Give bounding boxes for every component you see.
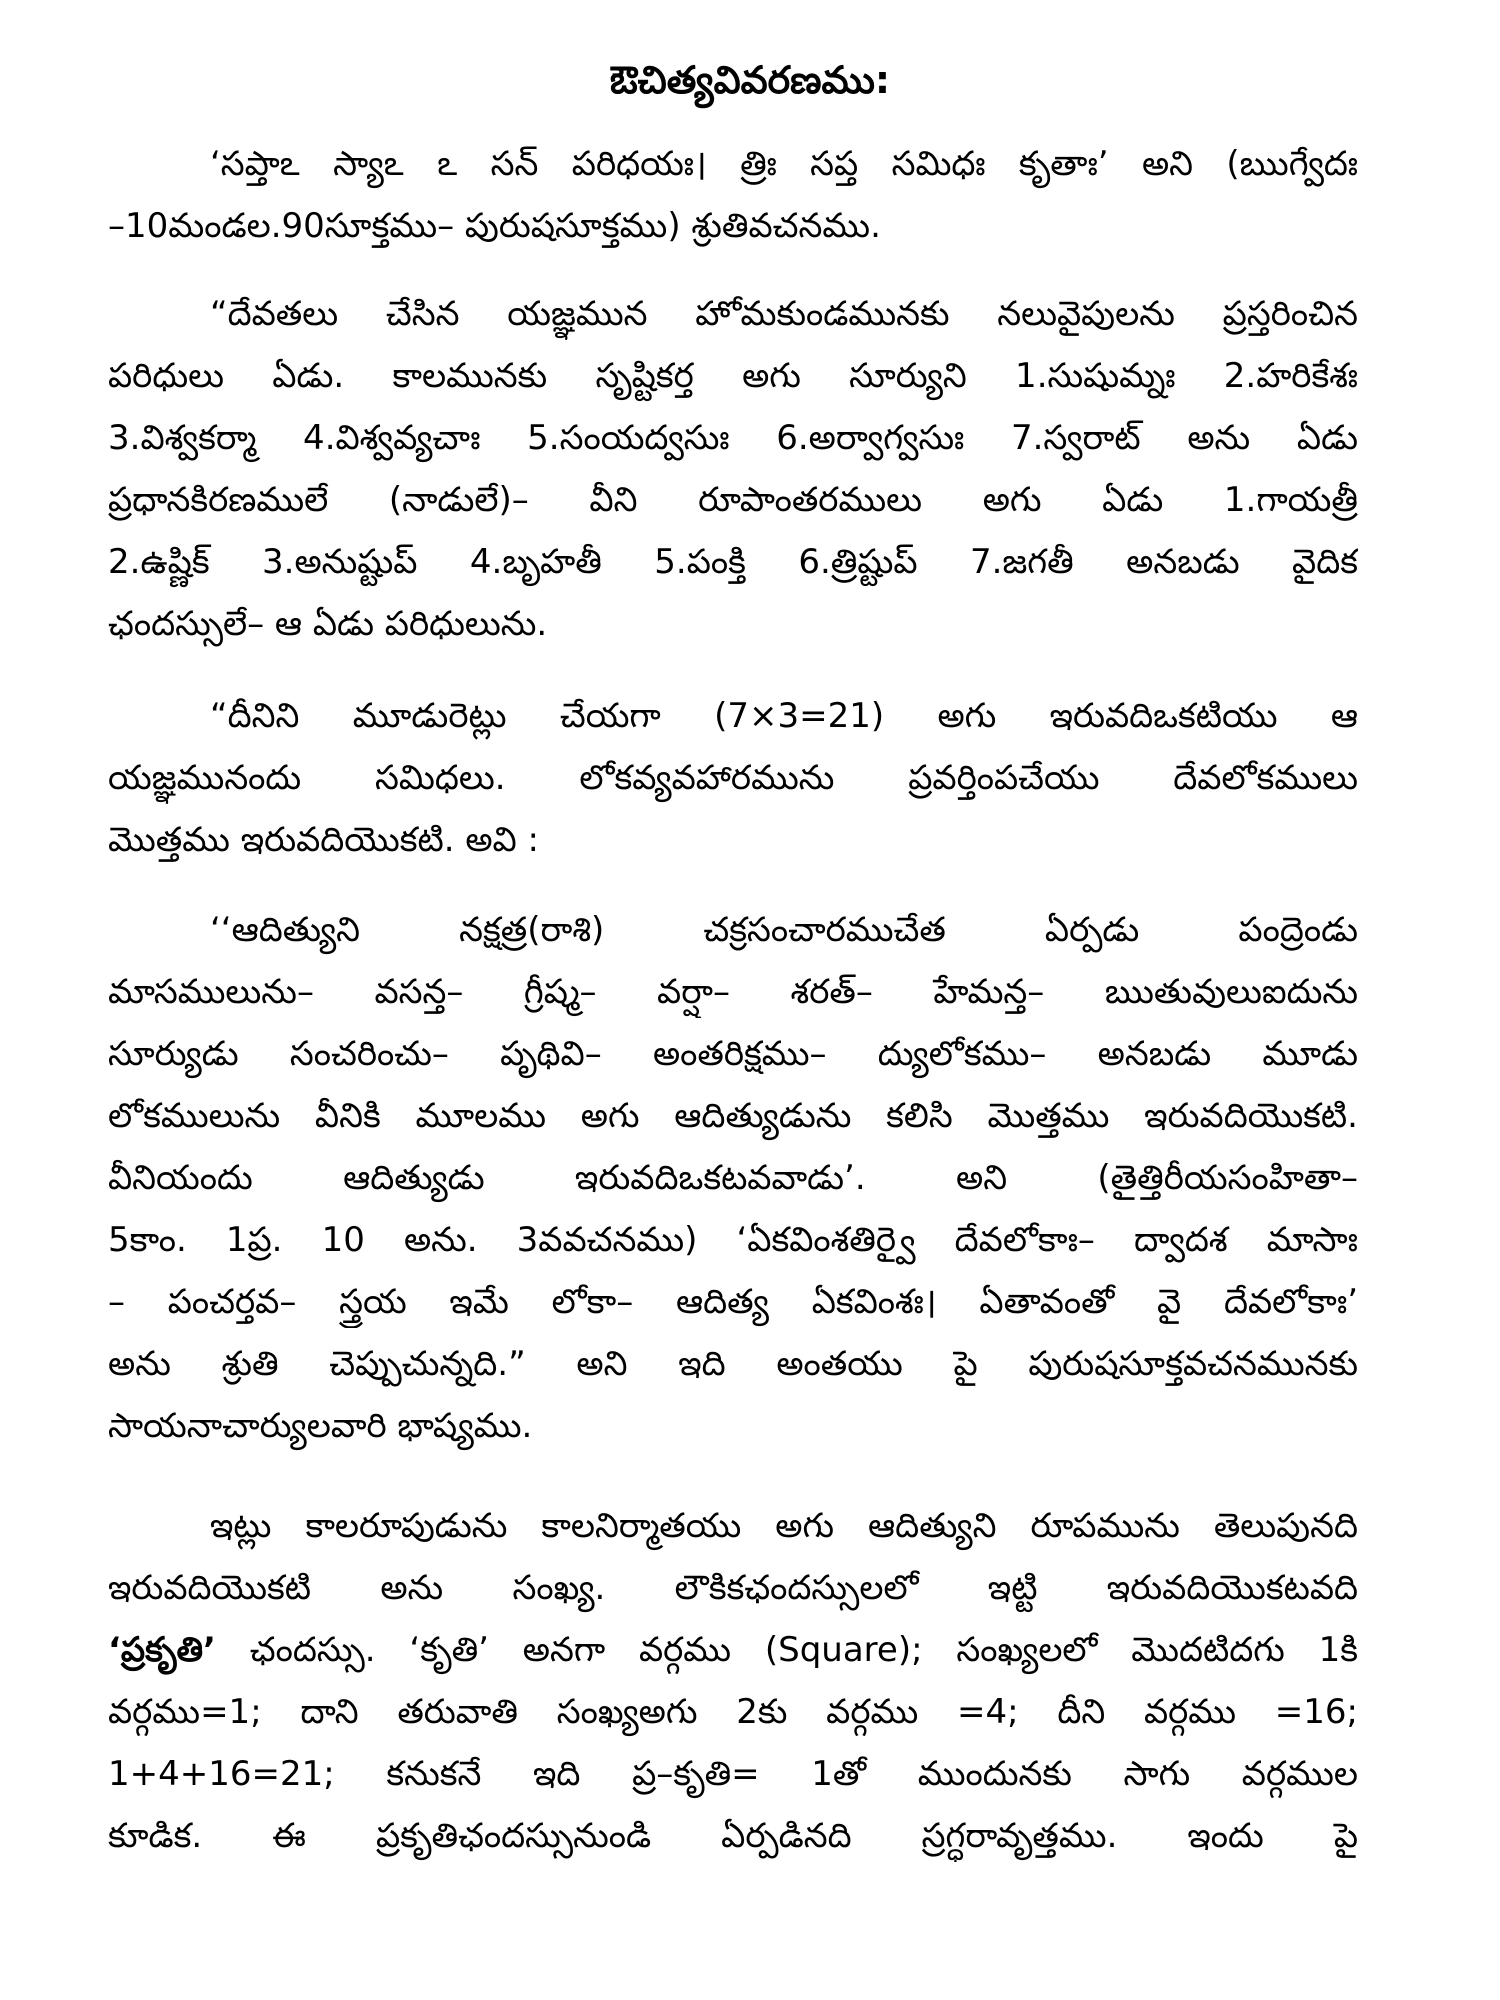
text-line: సూర్యుడు సంచరించు– పృథివి– అంతరిక్షము– ద్యులోకము– అనబడు మూడు — [108, 1034, 1358, 1074]
text-line: పరిధులు ఏడు. కాలమునకు సృష్టికర్త అగు సూర్యుని 1.సుషుమ్నః 2.హరికేశః — [108, 356, 1358, 396]
text-line: – పంచర్తవ– స్త్రయ ఇమే లోకా– ఆదిత్య ఏకవింశః। ఏతావంతో వై దేవలోకాః’ — [108, 1282, 1358, 1322]
text-line: ‘‘ఆదిత్యుని నక్షత్ర(రాశి) చక్రసంచారముచేత ఏర్పడు పంద్రెండు — [210, 910, 1358, 950]
text-line: కూడిక. ఈ ప్రకృతిఛందస్సునుండి ఏర్పడినది స్రగ్ధరావృత్తము. ఇందు పై — [108, 1816, 1358, 1856]
text-line: 5కాం. 1ప్ర. 10 అను. 3వవచనము) ‘ఏకవింశతిర్వై దేవలోకాః– ద్వాదశ మాసాః — [108, 1220, 1358, 1260]
text-line: 2.ఉష్ణిక్ 3.అనుష్టుప్ 4.బృహతీ 5.పంక్తి 6.త్రిష్టుప్ 7.జగతీ అనబడు వైదిక — [108, 542, 1358, 582]
text-line: 3.విశ్వకర్మా 4.విశ్వవ్యచాః 5.సంయద్వసుః 6.అర్వాగ్వసుః 7.స్వరాట్ అను ఏడు — [108, 418, 1358, 458]
document-title: ఔచిత్యవివరణము: — [609, 58, 891, 102]
text-line: అను శ్రుతి చెప్పుచున్నది.” అని ఇది అంతయు పై పురుషసూక్తవచనమునకు — [108, 1344, 1358, 1384]
text-line: “దేవతలు చేసిన యజ్ఞమున హోమకుండమునకు నలువైపులను ప్రస్తరించిన — [210, 294, 1358, 334]
text-line: ఇట్లు కాలరూపుడును కాలనిర్మాతయు అగు ఆదిత్యుని రూపమును తెలుపునది — [210, 1506, 1358, 1546]
text-line: “దీనిని మూడురెట్లు చేయగా (7×3=21) అగు ఇరువదిఒకటియు ఆ — [210, 696, 1358, 736]
text-line-rest: ఛందస్సు. ‘కృతి’ అనగా వర్గము (Square); సంఖ్యలలో మొదటిదగు 1కి — [215, 1630, 1358, 1670]
text-line: ప్రధానకిరణములే (నాడులే)– వీని రూపాంతరములు అగు ఏడు 1.గాయత్రీ — [108, 480, 1358, 520]
text-line: ఛందస్సులే– ఆ ఏడు పరిధులును. — [108, 604, 548, 644]
text-line: మాసములును– వసన్త– గ్రీష్మ– వర్షా– శరత్– హేమన్త– ఋతువులుఐదును — [108, 972, 1358, 1012]
text-line: వీనియందు ఆదిత్యుడు ఇరువదిఒకటవవాడు’. అని (తైత్తిరీయసంహితా– — [108, 1158, 1358, 1198]
bold-term: ‘ప్రకృతి’ — [108, 1630, 216, 1670]
text-line: ‘సప్తాఽ స్యాఽ ఽ సన్ పరిధయః। త్రిః సప్త సమిధః కృతాః’ అని (ఋగ్వేదః — [210, 144, 1358, 184]
text-line: 1+4+16=21; కనుకనే ఇది ప్ర–కృతి= 1తో ముందునకు సాగు వర్గముల — [108, 1754, 1358, 1794]
text-line — [108, 1624, 1358, 1676]
text-line: ఇరువదియొకటి అను సంఖ్య. లౌకికఛందస్సులలో ఇట్టి ఇరువదియొకటవది — [108, 1568, 1358, 1608]
text-line: లోకములును వీనికి మూలము అగు ఆదిత్యుడును కలిసి మొత్తము ఇరువదియొకటి. — [108, 1096, 1358, 1136]
text-line: వర్గము=1; దాని తరువాతి సంఖ్యఅగు 2కు వర్గము =4; దీని వర్గము =16; — [108, 1692, 1358, 1732]
text-line: సాయనాచార్యులవారి భాష్యము. — [108, 1406, 533, 1446]
text-line: మొత్తము ఇరువదియొకటి. అవి : — [108, 820, 539, 860]
text-line: –10మండల.90సూక్తము– పురుషసూక్తము) శ్రుతివచనము. — [108, 206, 881, 246]
text-line: యజ్ఞమునందు సమిధలు. లోకవ్యవహారమును ప్రవర్తింపచేయు దేవలోకములు — [108, 758, 1358, 798]
